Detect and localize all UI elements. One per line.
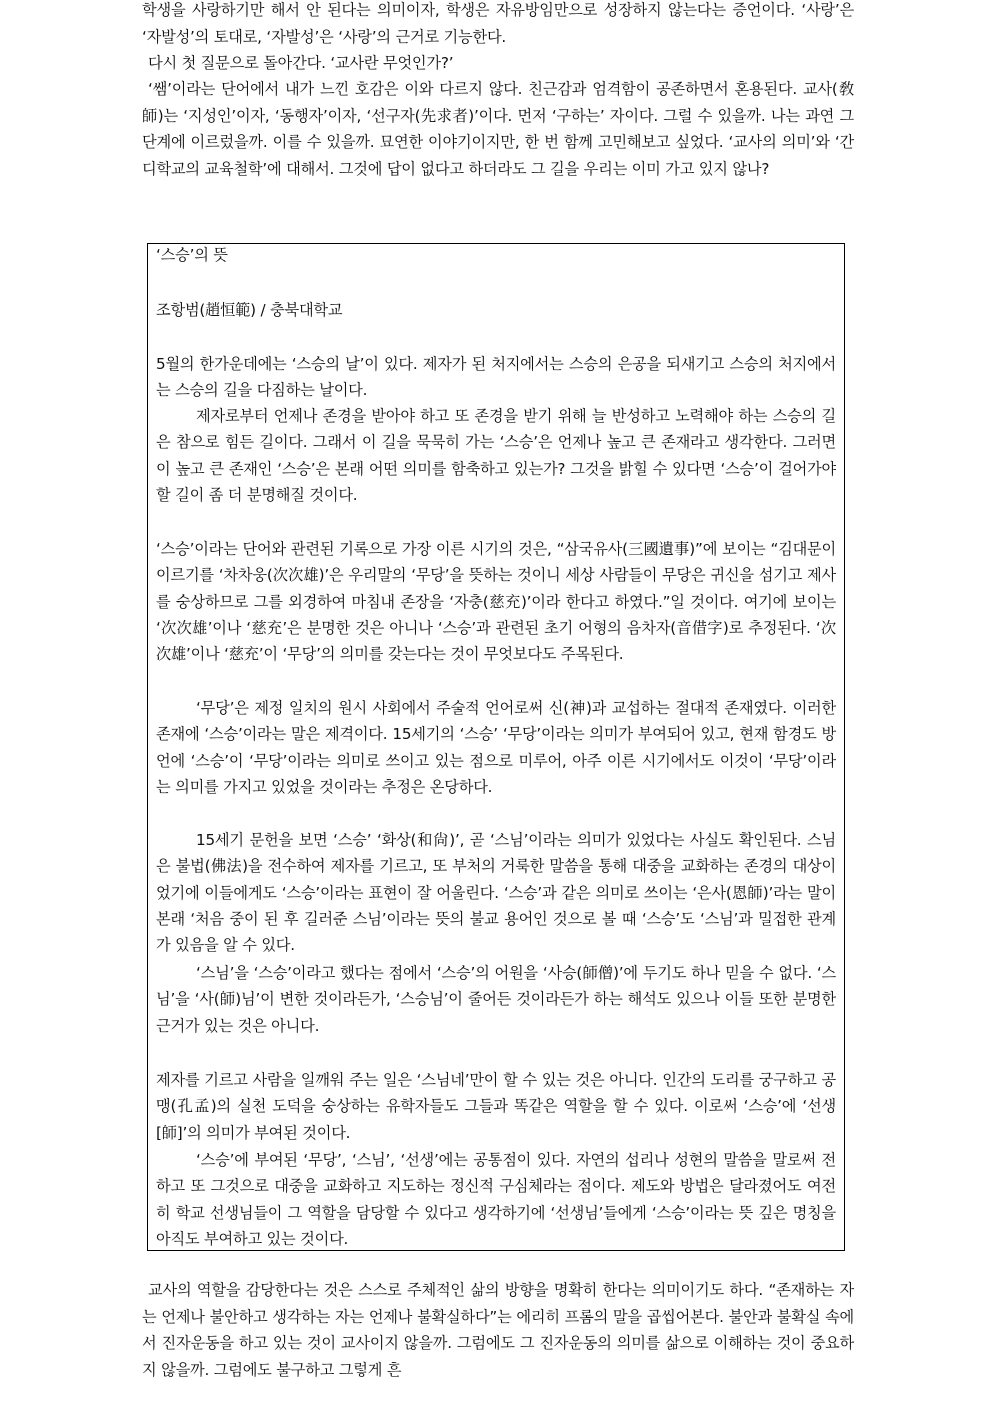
article-paragraph-6: ‘스님’을 ‘스승’이라고 했다는 점에서 ‘스승’의 어원을 ‘사승(師僧)’에 두기도 하나 믿을 수 없다. ‘스님’을 ‘사(師)님’이 변한 것이라든가, ‘스승님’이 줄어든 것이라든가 하는 해석도 있으나 이들 또한 분명한 근거가 있는 것은 아니다.: [156, 964, 836, 1035]
article-paragraph-1: 5월의 한가운데에는 ‘스승의 날’이 있다. 제자가 된 처지에서는 스승의 은공을 되새기고 스승의 처지에서는 스승의 길을 다짐하는 날이다.: [156, 355, 836, 400]
quoted-article-box: [147, 243, 845, 1251]
article-paragraph-2: 제자로부터 언제나 존경을 받아야 하고 또 존경을 받기 위해 늘 반성하고 노력해야 하는 스승의 길은 참으로 힘든 길이다. 그래서 이 길을 묵묵히 가는 ‘스승’은 언제나 높고 큰 존재라고 생각한다. 그러면 이 높고 큰 존재인 ‘스승’은 본래 어떤 의미를 함축하고 있는가? 그것을 밝힐 수 있다면 ‘스승’이 걸어가야 할 길이 좀 더 분명해질 것이다.: [156, 407, 836, 504]
article-paragraph-3: ‘스승’이라는 단어와 관련된 기록으로 가장 이른 시기의 것은, “삼국유사(三國遺事)”에 보이는 “김대문이 이르기를 ‘차차웅(次次雄)’은 우리말의 ‘무당’을 뜻하는 것이니 세상 사람들이 무당은 귀신을 섬기고 제사를 숭상하므로 그를 외경하여 마침내 존장을 ‘자충(慈充)’이라 한다고 하였다.”일 것이다. 여기에 보이는 ‘次次雄’이나 ‘慈充’은 분명한 것은 아니나 ‘스승’과 관련된 초기 어형의 음차자(音借字)로 추정된다. ‘次次雄’이나 ‘慈充’이 ‘무당’의 의미를 갖는다는 것이 무엇보다도 주목된다.: [156, 540, 836, 664]
article-paragraph-8: ‘스승’에 부여된 ‘무당’, ‘스님’, ‘선생’에는 공통점이 있다. 자연의 섭리나 성현의 말씀을 말로써 전하고 또 그것으로 대중을 교화하고 지도하는 정신적 구심체라는 점이다. 제도와 방법은 달라졌어도 여전히 학교 선생님들이 그 역할을 담당할 수 있다고 생각하기에 ‘선생님’들에게 ‘스승’이라는 뜻 깊은 명칭을 아직도 부여하고 있는 것이다.: [156, 1151, 836, 1248]
article-paragraph-5: 15세기 문헌을 보면 ‘스승’ ‘화상(和尙)’, 곧 ‘스님’이라는 의미가 있었다는 사실도 확인된다. 스님은 불법(佛法)을 전수하여 제자를 기르고, 또 부처의 거룩한 말씀을 통해 대중을 교화하는 존경의 대상이었기에 이들에게도 ‘스승’이라는 표현이 잘 어울린다. ‘스승’과 같은 의미로 쓰이는 ‘은사(恩師)’라는 말이 본래 ‘처음 중이 된 후 길러준 스님’이라는 뜻의 불교 용어인 것으로 볼 때 ‘스승’도 ‘스님’과 밀접한 관계가 있음을 알 수 있다.: [156, 831, 836, 955]
article-paragraph-7: 제자를 기르고 사람을 일깨워 주는 일은 ‘스님네’만이 할 수 있는 것은 아니다. 인간의 도리를 궁구하고 공맹(孔孟)의 실천 도덕을 숭상하는 유학자들도 그들과 똑같은 역할을 할 수 있다. 이로써 ‘스승’에 ‘선생[師]’의 의미가 부여된 것이다.: [156, 1071, 836, 1142]
paragraph-intro: 학생을 사랑하기만 해서 안 된다는 의미이자, 학생은 자유방임만으로 성장하지 않는다는 증언이다. ‘사랑’은 ‘자발성’의 토대로, ‘자발성’은 ‘사랑’의 근거로 기능한다.: [142, 1, 854, 46]
paragraph-question: 다시 첫 질문으로 돌아간다. ‘교사란 무엇인가?’: [148, 54, 454, 72]
paragraph-role: 교사의 역할을 감당한다는 것은 스스로 주체적인 삶의 방향을 명확히 한다는 의미이기도 하다. “존재하는 자는 언제나 불안하고 생각하는 자는 언제나 불확실하다”는 에리히 프롬의 말을 곱씹어본다. 불안과 불확실 속에서 진자운동을 하고 있는 것이 교사이지 않을까. 그럼에도 그 진자운동의 의미를 삶으로 이해하는 것이 중요하지 않을까. 그럼에도 불구하고 그렇게 흔: [142, 1281, 854, 1379]
article-title: ‘스승’의 뜻: [156, 246, 228, 264]
paragraph-ssaem: ‘쌤’이라는 단어에서 내가 느낀 호감은 이와 다르지 않다. 친근감과 엄격함이 공존하면서 혼용된다. 교사(敎師)는 ‘지성인’이자, ‘동행자’이자, ‘선구자(先求者)’이다. 먼저 ‘구하는’ 자이다. 그럴 수 있을까. 나는 과연 그 단계에 이르렀을까. 이를 수 있을까. 묘연한 이야기이지만, 한 번 함께 고민해보고 싶었다. ‘교사의 의미’와 ‘간디학교의 교육철학’에 대해서. 그것에 답이 없다고 하더라도 그 길을 우리는 이미 가고 있지 않나?: [142, 80, 854, 178]
article-author: 조항범(趙恒範) / 충북대학교: [156, 301, 343, 319]
article-paragraph-4: ‘무당’은 제정 일치의 원시 사회에서 주술적 언어로써 신(神)과 교섭하는 절대적 존재였다. 이러한 존재에 ‘스승’이라는 말은 제격이다. 15세기의 ‘스승’ ‘무당’이라는 의미가 부여되어 있고, 현재 함경도 방언에 ‘스승’이 ‘무당’이라는 의미로 쓰이고 있는 점으로 미루어, 아주 이른 시기에서도 이것이 ‘무당’이라는 의미를 가지고 있었을 것이라는 추정은 온당하다.: [156, 699, 836, 796]
